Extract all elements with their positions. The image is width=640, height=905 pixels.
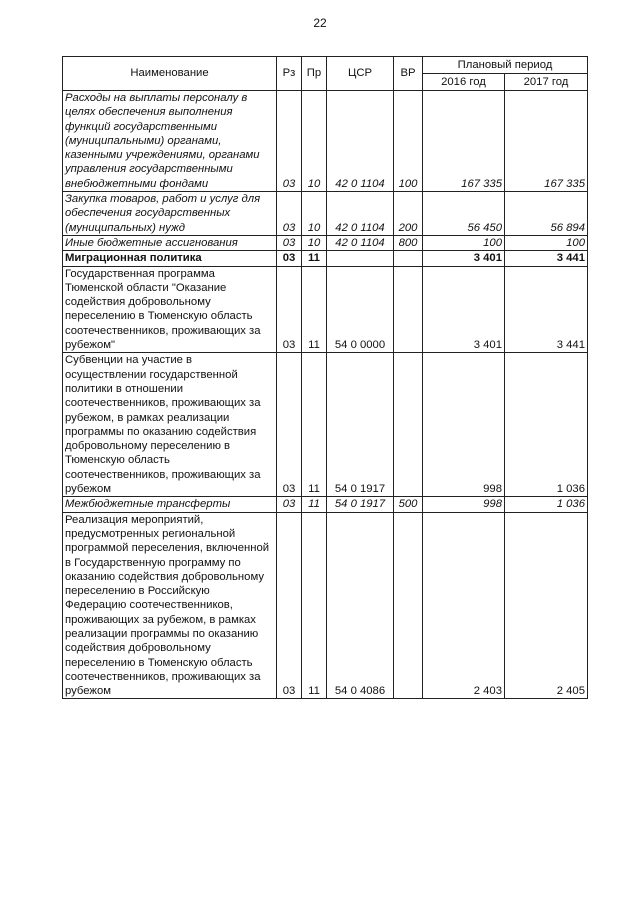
table-row xyxy=(63,353,588,497)
table-header xyxy=(63,57,588,91)
table-row xyxy=(63,192,588,236)
row-name: Миграционная политика xyxy=(63,251,277,266)
header-planned-period: Плановый период xyxy=(423,57,588,74)
row-csr xyxy=(327,251,394,266)
row-2016: 167 335 xyxy=(423,91,505,192)
row-2017: 3 441 xyxy=(505,251,588,266)
row-csr: 54 0 1917 xyxy=(327,353,394,497)
row-vr: 800 xyxy=(394,235,423,250)
row-pr: 11 xyxy=(302,512,327,699)
header-csr: ЦСР xyxy=(327,57,394,91)
row-pr: 11 xyxy=(302,497,327,512)
table-row xyxy=(63,497,588,512)
header-pr: Пр xyxy=(302,57,327,91)
row-vr: 500 xyxy=(394,497,423,512)
table-body xyxy=(63,91,588,699)
row-name: Субвенции на участие в осуществлении государственной политики в отношении соотечественников, проживающих за рубежом, в рамках реализации программы по оказанию содействия добровольному переселению в Тюменскую область соотечественников, проживающих за рубежом xyxy=(63,353,277,497)
row-name: Иные бюджетные ассигнования xyxy=(63,235,277,250)
row-name: Реализация мероприятий, предусмотренных региональной программой переселения, включенной в Государственную программу по оказанию содействия добровольному переселению в Российскую Федерацию соотечественников, проживающих за рубежом, в рамках реализации программы по оказанию содействия добровольному переселению в Тюменскую область соотечественников, проживающих за рубежом xyxy=(63,512,277,699)
row-name: Государственная программа Тюменской области "Оказание содействия добровольному переселению в Тюменскую область соотечественников, проживающих за рубежом" xyxy=(63,266,277,353)
row-vr xyxy=(394,266,423,353)
row-rz: 03 xyxy=(277,235,302,250)
row-vr: 100 xyxy=(394,91,423,192)
row-2017: 56 894 xyxy=(505,192,588,236)
row-pr: 11 xyxy=(302,353,327,497)
row-pr: 10 xyxy=(302,235,327,250)
table-row xyxy=(63,512,588,699)
row-2016: 100 xyxy=(423,235,505,250)
row-rz: 03 xyxy=(277,192,302,236)
row-vr xyxy=(394,251,423,266)
row-rz: 03 xyxy=(277,497,302,512)
row-name: Расходы на выплаты персоналу в целях обеспечения выполнения функций государственными (муниципальными) органами, казенными учреждениями, органами управления государственными внебюджетными фондами xyxy=(63,91,277,192)
row-name: Межбюджетные трансферты xyxy=(63,497,277,512)
budget-table xyxy=(62,56,588,699)
row-2017: 1 036 xyxy=(505,497,588,512)
row-pr: 11 xyxy=(302,251,327,266)
table-row xyxy=(63,251,588,266)
row-2017: 2 405 xyxy=(505,512,588,699)
row-2016: 998 xyxy=(423,353,505,497)
row-2016: 2 403 xyxy=(423,512,505,699)
row-2016: 3 401 xyxy=(423,266,505,353)
row-rz: 03 xyxy=(277,512,302,699)
row-csr: 42 0 1104 xyxy=(327,192,394,236)
row-2017: 100 xyxy=(505,235,588,250)
page-number: 22 xyxy=(313,16,327,30)
row-csr: 42 0 1104 xyxy=(327,91,394,192)
row-rz: 03 xyxy=(277,251,302,266)
table-row xyxy=(63,91,588,192)
row-vr xyxy=(394,512,423,699)
row-pr: 10 xyxy=(302,91,327,192)
row-2017: 3 441 xyxy=(505,266,588,353)
header-year-2016: 2016 год xyxy=(423,74,505,91)
row-csr: 42 0 1104 xyxy=(327,235,394,250)
row-2016: 56 450 xyxy=(423,192,505,236)
row-pr: 11 xyxy=(302,266,327,353)
row-pr: 10 xyxy=(302,192,327,236)
table-row xyxy=(63,235,588,250)
header-name: Наименование xyxy=(63,57,277,91)
header-year-2017: 2017 год xyxy=(505,74,588,91)
row-rz: 03 xyxy=(277,91,302,192)
row-csr: 54 0 1917 xyxy=(327,497,394,512)
row-rz: 03 xyxy=(277,353,302,497)
row-vr xyxy=(394,353,423,497)
row-csr: 54 0 0000 xyxy=(327,266,394,353)
row-2017: 167 335 xyxy=(505,91,588,192)
row-csr: 54 0 4086 xyxy=(327,512,394,699)
row-2016: 998 xyxy=(423,497,505,512)
header-rz: Рз xyxy=(277,57,302,91)
row-2017: 1 036 xyxy=(505,353,588,497)
row-2016: 3 401 xyxy=(423,251,505,266)
row-vr: 200 xyxy=(394,192,423,236)
row-name: Закупка товаров, работ и услуг для обеспечения государственных (муниципальных) нужд xyxy=(63,192,277,236)
row-rz: 03 xyxy=(277,266,302,353)
header-vr: ВР xyxy=(394,57,423,91)
table-row xyxy=(63,266,588,353)
